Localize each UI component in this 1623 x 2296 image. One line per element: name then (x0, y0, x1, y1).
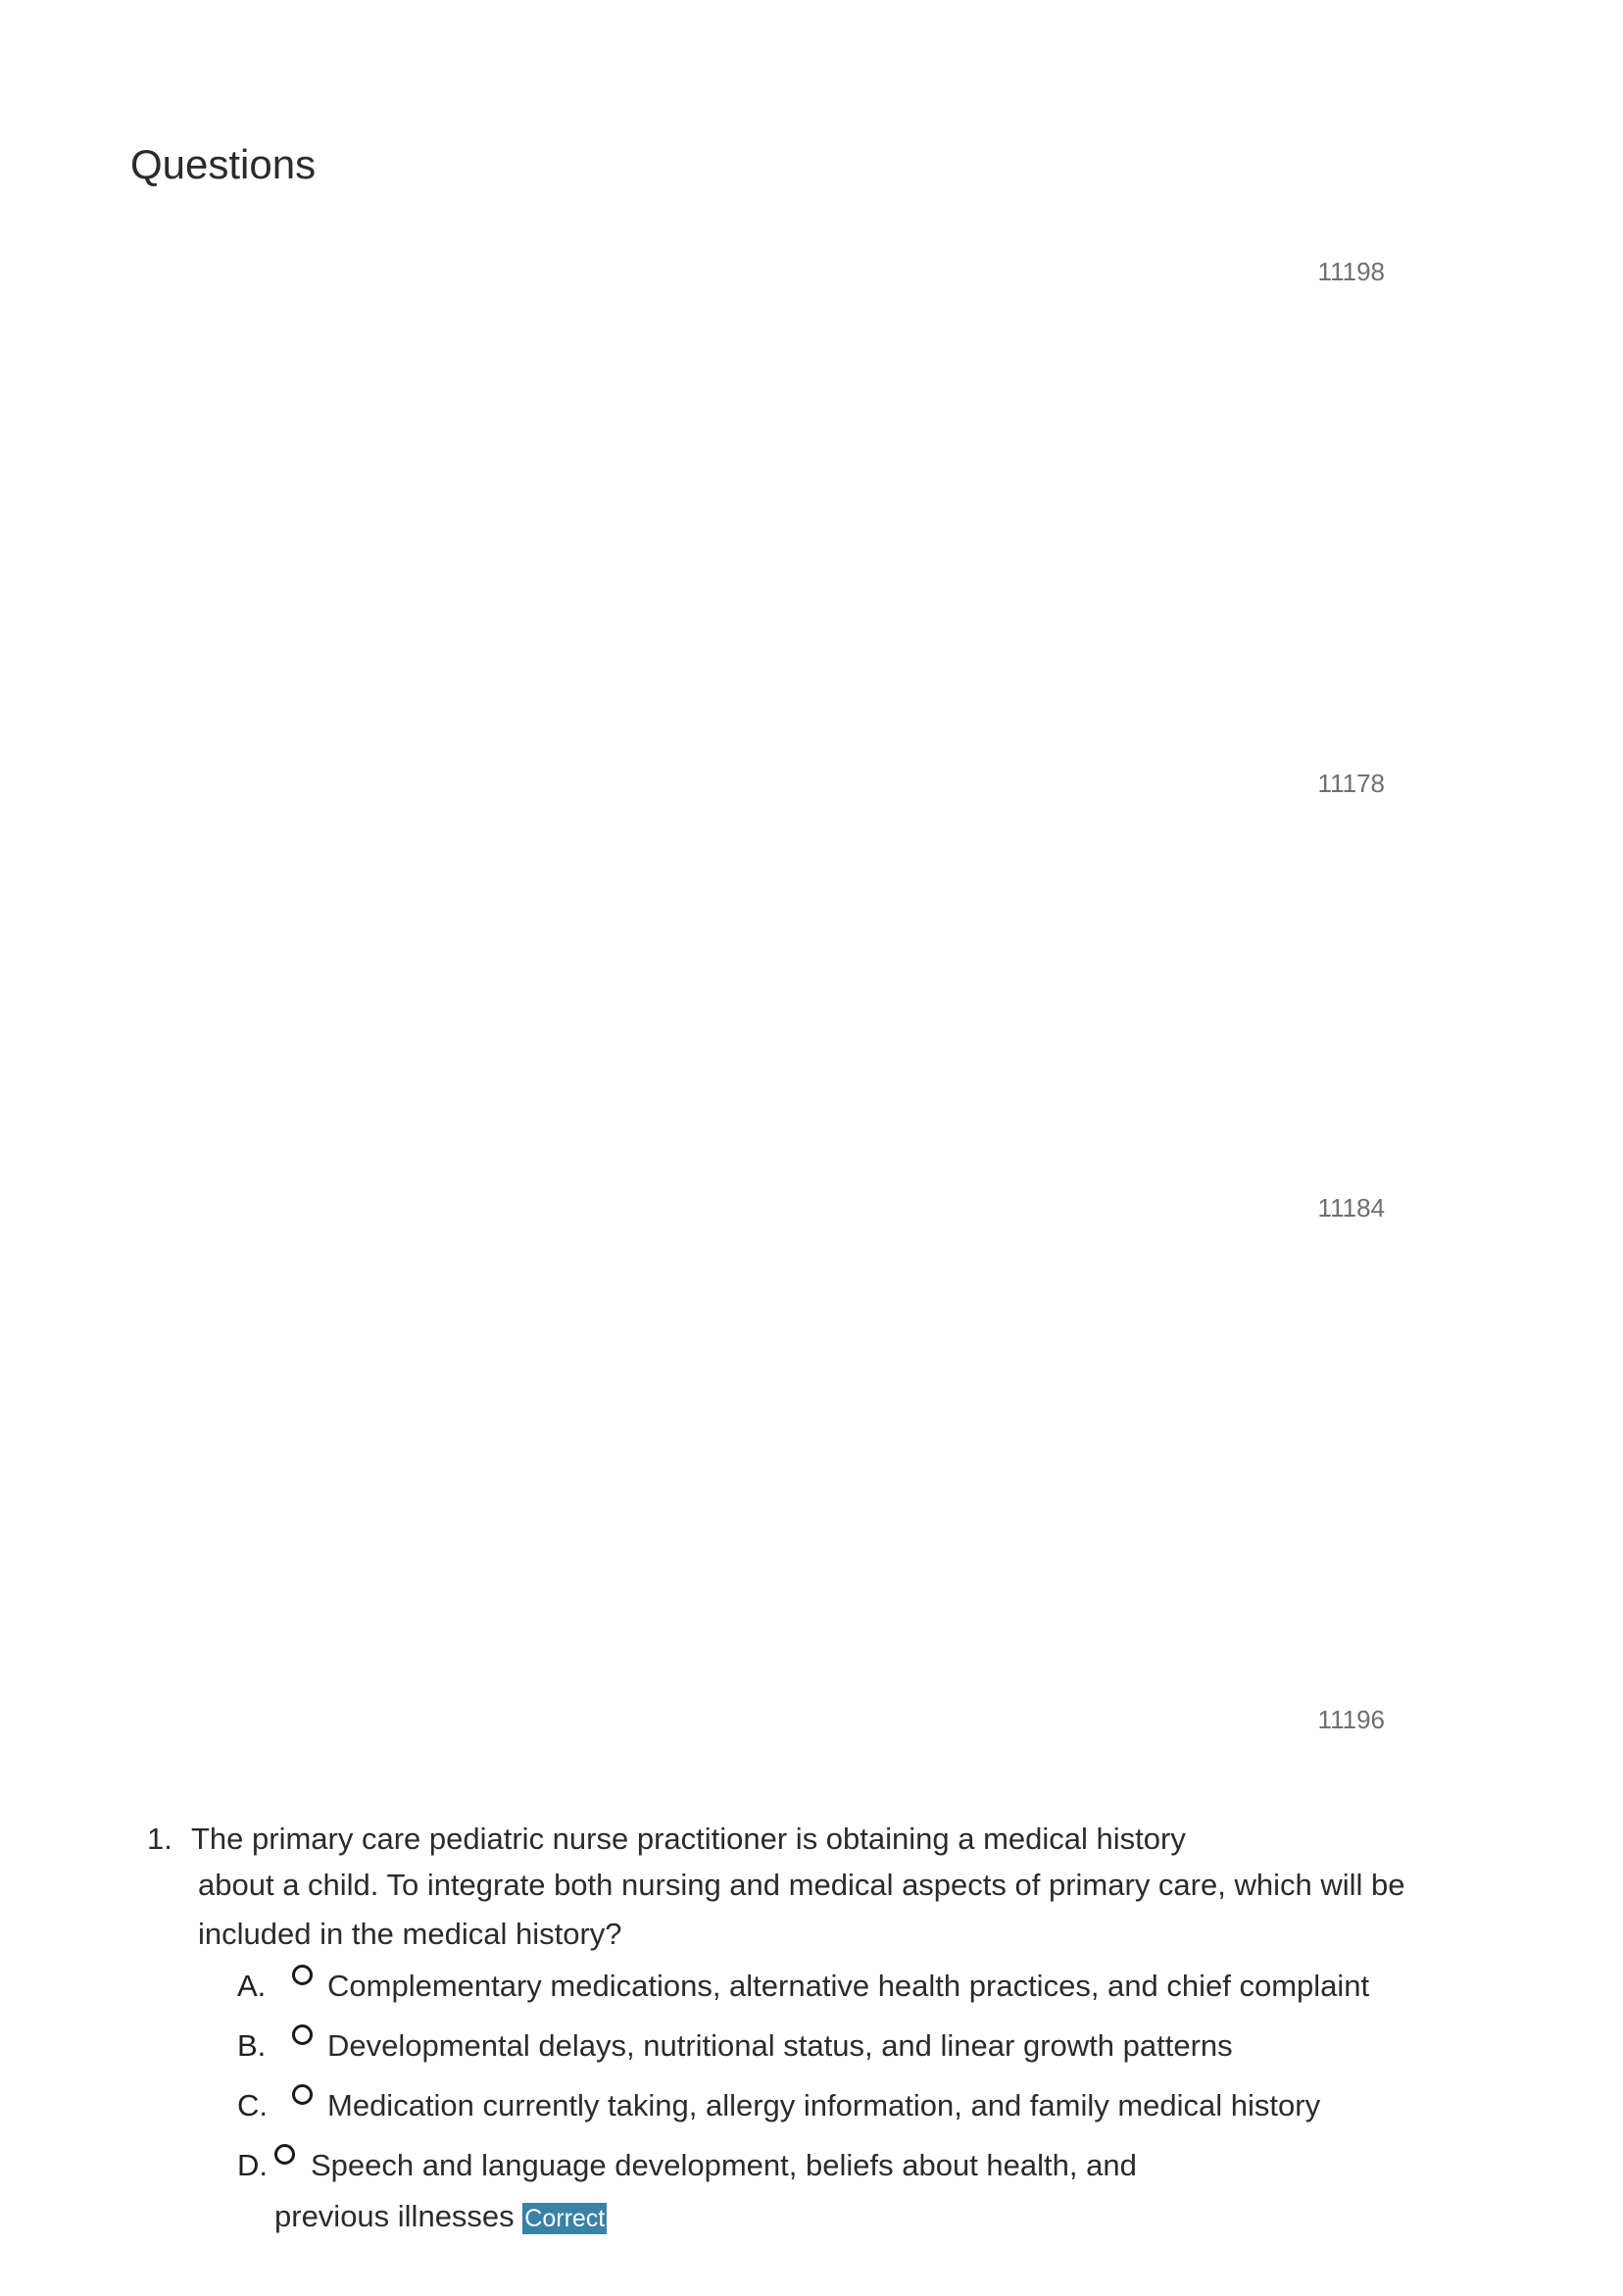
option-letter: C. (237, 2088, 268, 2122)
correct-badge: Correct (524, 2205, 606, 2232)
answer-option-b[interactable] (147, 2021, 1421, 2080)
option-letter: A. (237, 1969, 267, 2003)
radio-circle-icon[interactable] (292, 1965, 313, 1985)
radio-circle-icon[interactable] (292, 2024, 313, 2045)
option-text: Complementary medications, alternative health practices, and chief complaint (327, 1969, 1370, 2003)
question-number: 1. (147, 1822, 172, 1856)
option-text: Developmental delays, nutritional status, and linear growth patterns (327, 2028, 1233, 2063)
option-letter: B. (237, 2028, 267, 2063)
option-text: Speech and language development, beliefs about health, and previous illnesses (274, 2148, 1137, 2233)
answer-option-c[interactable] (147, 2080, 1421, 2140)
question-id: 11184 (1317, 1193, 1385, 1223)
question-id: 11196 (1317, 1705, 1385, 1734)
option-text: Medication currently taking, allergy information, and family medical history (327, 2088, 1321, 2122)
question-block (147, 1818, 1421, 2242)
question-text-rest: about a child. To integrate both nursing and medical aspects of primary care, which will be included in the medical history? (198, 1868, 1405, 1951)
answer-options (147, 1961, 1421, 2242)
radio-circle-icon[interactable] (292, 2084, 313, 2105)
option-letter: D. (237, 2148, 268, 2182)
answer-option-d[interactable] (147, 2140, 1421, 2242)
question-text-line1: The primary care pediatric nurse practitioner is obtaining a medical history (191, 1822, 1186, 1856)
question-id: 11198 (1317, 257, 1385, 286)
page-title: Questions (130, 141, 317, 187)
answer-option-a[interactable] (147, 1961, 1421, 2021)
question-id: 11178 (1317, 769, 1385, 798)
